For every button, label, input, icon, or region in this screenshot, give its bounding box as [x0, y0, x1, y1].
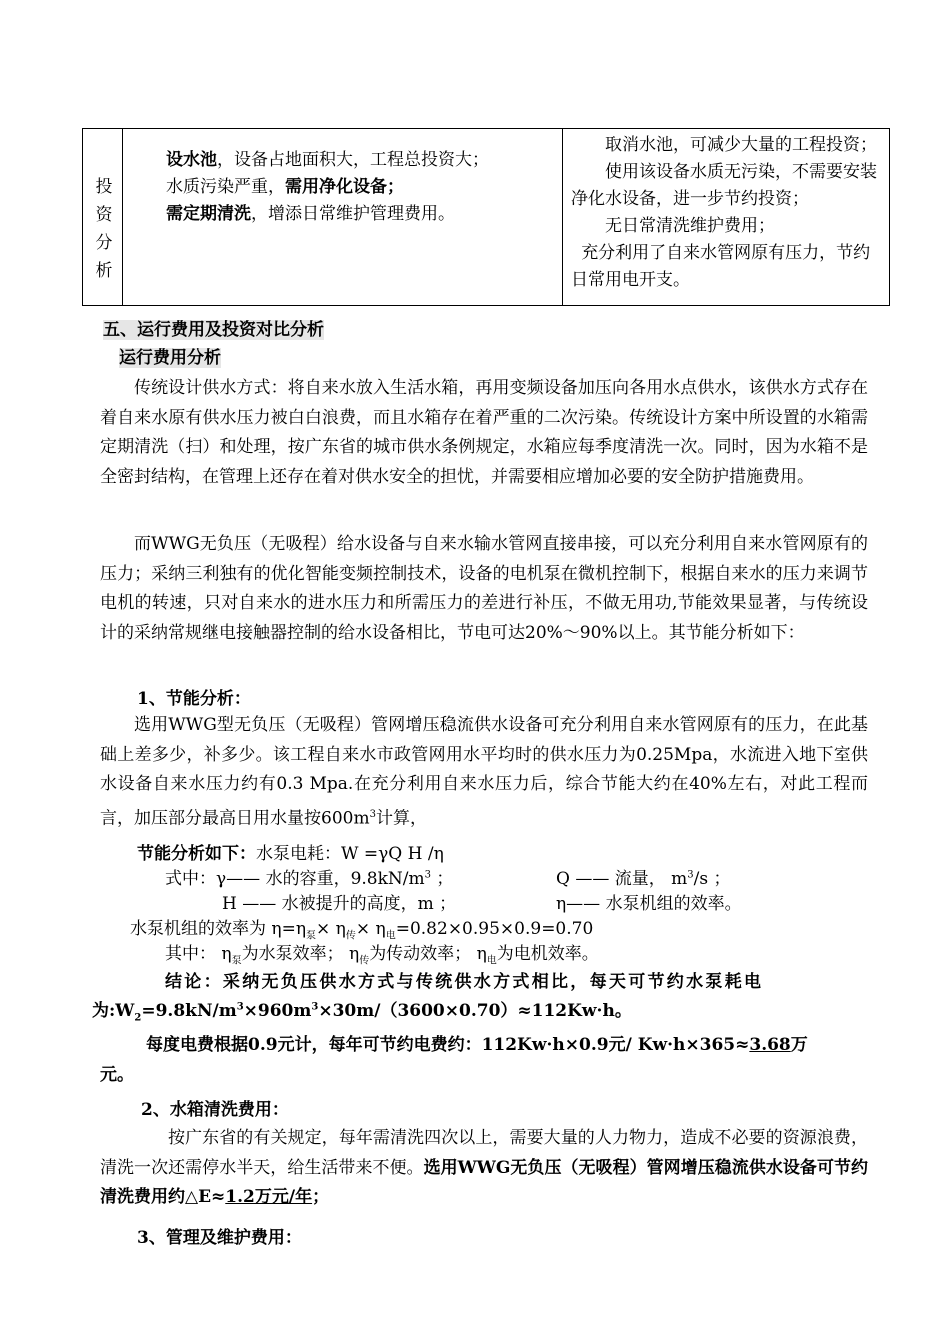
row-label-cell [83, 129, 123, 305]
wwg-cell [563, 129, 889, 305]
wwg-line-2: 使用该设备水质无污染，不需要安装净化水设备，进一步节约投资； [571, 162, 877, 209]
conclusion-line-1: 结论：采纳无负压供水方式与传统供水方式相比，每天可节约水泵耗电 [165, 972, 764, 992]
gamma-definition: 式中：γ—— 水的容重，$9.8kN/m^3$ ； [165, 869, 454, 889]
energy-heading: 1、节能分析： [137, 689, 251, 709]
mgmt-heading: 3、管理及维护费用： [137, 1228, 302, 1248]
investment-table [82, 128, 890, 306]
efficiency-where: 其中： $\eta_泵$为水泵效率； $\eta_传$为传动效率； $\eta_电$为电机效率。 [165, 944, 599, 967]
traditional-line-1: 设水池，设备占地面积大，工程总投资大； [166, 150, 489, 170]
traditional-line-3: 需定期清洗，增添日常维护管理费用。 [166, 204, 455, 224]
wwg-line-4: 充分利用了自来水管网原有压力，节约日常用电开支。 [571, 243, 871, 290]
eta-definition: η—— 水泵机组的效率。 [556, 894, 742, 914]
traditional-cell [123, 129, 563, 305]
cost-unit: 元。 [100, 1065, 134, 1085]
traditional-line-2: 水质污染严重，需用净化设备； [166, 177, 404, 197]
row-label: 投 资 分 析 [95, 177, 113, 281]
formula-line: 节能分析如下：水泵电耗：W =γQ H /η [137, 844, 444, 864]
cost-line: 每度电费根据0.9元计，每年可节约电费约：112Kw·h×0.9元/ Kw·h×365≈3.68万 [146, 1035, 808, 1055]
conclusion-line-2: 为$:W_2=9.8kN/m^3\times 960m^3\times 30m/(3600\times 0.70)\approx 112Kw\cdot h$。 [92, 1001, 632, 1024]
paragraph-wwg: 而WWG无负压（无吸程）给水设备与自来水输水管网直接串接，可以充分利用自来水管网原有的压力；采纳三利独有的优化智能变频控制技术，设备的电机泵在微机控制下，根据自来水的压力来调节电机的转速，只对自来水的进水压力和所需压力的差进行补压，不做无用功,节能效果显著，与传统设计的采纳常规继电接触器控制的给水设备相比，节电可达20%～90%以上。其节能分析如下： [100, 534, 868, 643]
wwg-line-3: 无日常清洗维护费用； [605, 216, 775, 236]
q-definition: Q —— 流量， $m^3/s$ ； [556, 869, 731, 889]
section-subtitle: 运行费用分析 [119, 348, 221, 368]
energy-paragraph: 选用WWG型无负压（无吸程）管网增压稳流供水设备可充分利用自来水管网原有的压力，在此基础上差多少，补多少。该工程自来水市政管网用水平均时的供水压力为0.25Mpa，水流进入地下室供水设备自来水压力约有0.3 Mpa.在充分利用自来水压力后，综合节能大约在40%左右，对此工程而言，加压部分最高日用水量按$600m^3$计算， [100, 715, 868, 829]
h-definition: H —— 水被提升的高度，m ； [222, 894, 457, 914]
tank-heading: 2、水箱清洗费用： [141, 1100, 289, 1120]
tank-paragraph: 按广东省的有关规定，每年需清洗四次以上，需要大量的人力物力，造成不必要的资源浪费，清洗一次还需停水半天，给生活带来不便。选用WWG无负压（无吸程）管网增压稳流供水设备可节约清洗费用约△E≈1.2万元/年； [100, 1128, 869, 1207]
efficiency-line: 水泵机组的效率为 $\eta=\eta_泵\times \eta_传\times \eta_电=0.82\times 0.95\times 0.9=0.70$ [130, 919, 594, 942]
section-title: 五、运行费用及投资对比分析 [103, 320, 324, 340]
wwg-line-1: 取消水池，可减少大量的工程投资； [605, 135, 877, 155]
paragraph-traditional: 传统设计供水方式：将自来水放入生活水箱，再用变频设备加压向各用水点供水，该供水方式存在着自来水原有供水压力被白白浪费，而且水箱存在着严重的二次污染。传统设计方案中所设置的水箱需定期清洗（扫）和处理，按广东省的城市供水条例规定，水箱应每季度清洗一次。同时，因为水箱不是全密封结构，在管理上还存在着对供水安全的担忧，并需要相应增加必要的安全防护措施费用。 [100, 378, 868, 487]
